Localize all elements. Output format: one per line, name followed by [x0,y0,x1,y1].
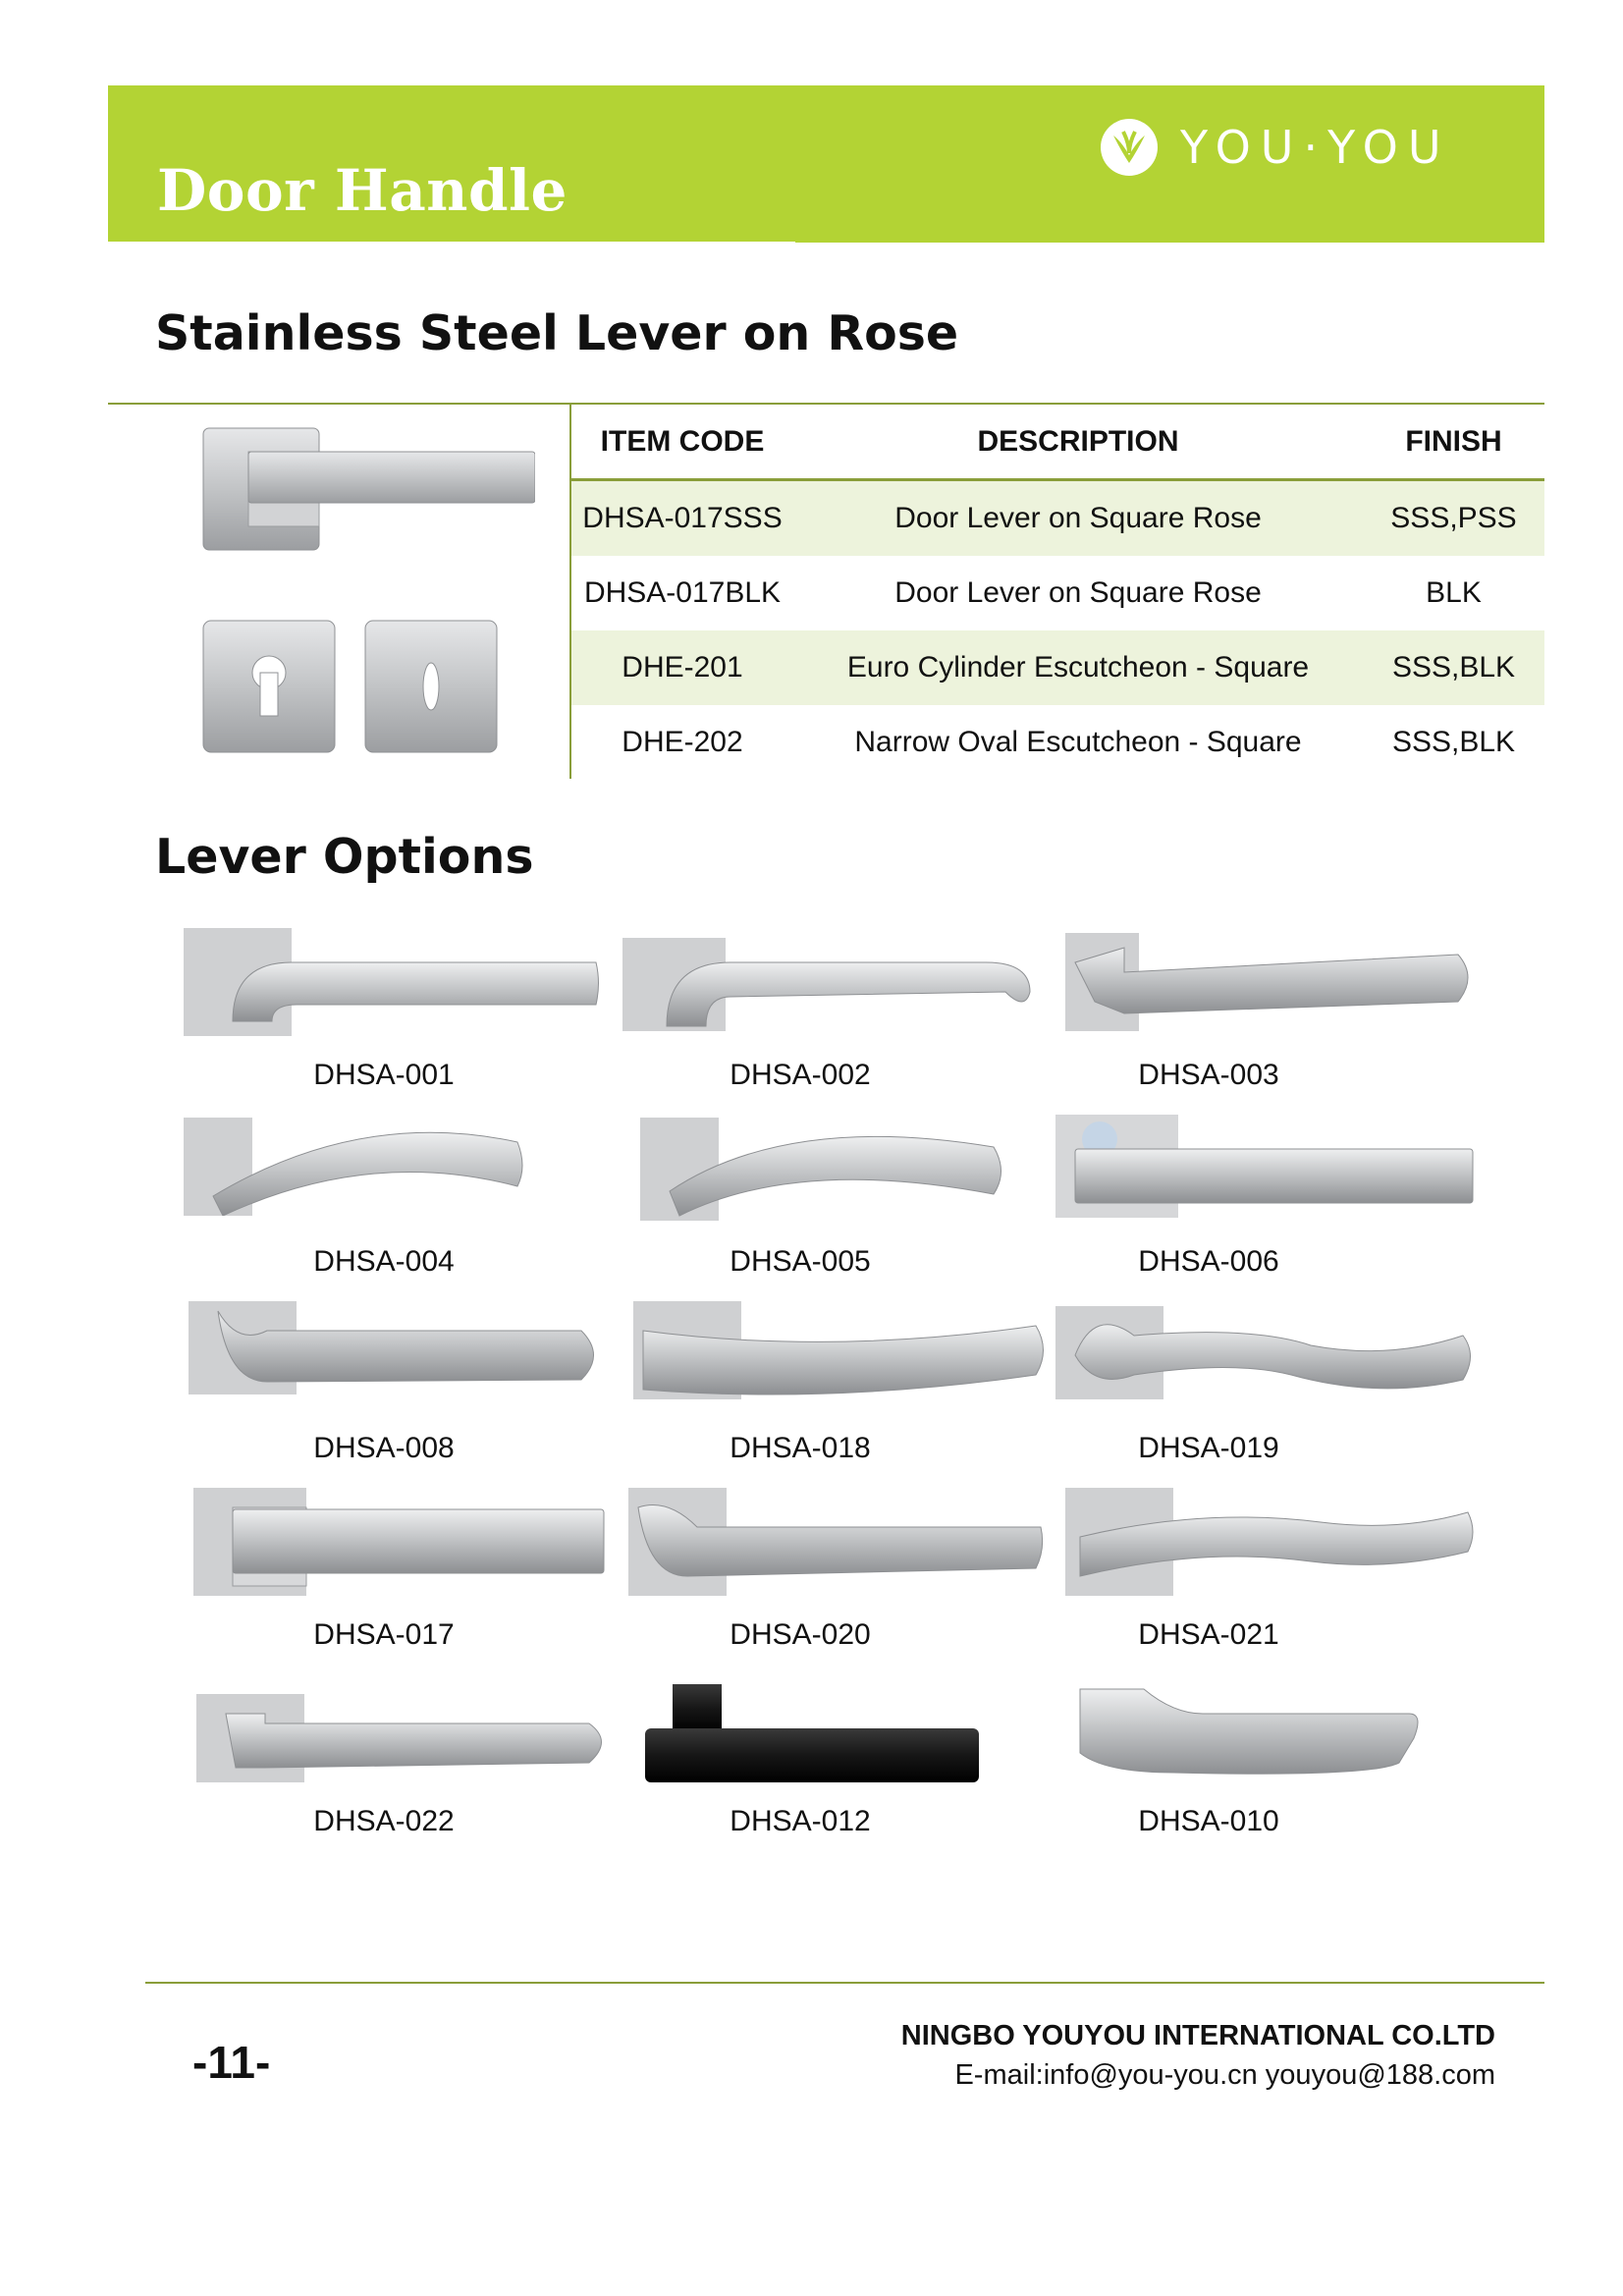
lever-label: DHSA-019 [1138,1432,1279,1464]
lever-image-dhsa-006 [1055,1115,1478,1218]
lever-image-dhsa-004 [184,1118,527,1216]
item-code-cell: DHE-202 [622,726,743,758]
table-row [571,480,1544,557]
lever-image-dhsa-008 [189,1301,606,1394]
euro-cylinder-escutcheon-image [201,619,339,756]
lever-label: DHSA-003 [1138,1059,1279,1091]
description-cell: Euro Cylinder Escutcheon - Square [793,630,1363,705]
lever-label: DHSA-017 [313,1618,455,1651]
lever-label: DHSA-004 [313,1245,455,1278]
lever-label: DHSA-018 [730,1432,871,1464]
section-title-lever-options: Lever Options [155,829,534,885]
narrow-oval-escutcheon-image [363,619,501,756]
lever-image-dhsa-001 [184,928,601,1036]
lever-label: DHSA-005 [730,1245,871,1278]
lever-image-dhsa-005 [640,1118,1013,1221]
contact-email: E-mail:info@you-you.cn youyou@188.com [954,2059,1495,2091]
column-header-description: DESCRIPTION [793,405,1363,480]
item-code-cell: DHE-201 [571,630,793,705]
lever-label: DHSA-012 [730,1805,871,1837]
lever-label: DHSA-022 [313,1805,455,1837]
footer-divider [145,1982,1544,1984]
lever-image-dhsa-010 [1075,1684,1424,1792]
description-cell: Door Lever on Square Rose [894,576,1262,609]
lever-label: DHSA-020 [730,1618,871,1651]
lever-on-square-rose-image [201,422,535,555]
table-row [571,556,1544,630]
lever-image-dhsa-012 [643,1684,982,1792]
spec-table [571,405,1544,780]
finish-cell: SSS,BLK [1363,630,1544,705]
table-row [571,630,1544,705]
lever-label: DHSA-021 [1138,1618,1279,1651]
lever-label: DHSA-002 [730,1059,871,1091]
item-code-cell: DHSA-017SSS [571,480,793,557]
lever-image-dhsa-003 [1065,933,1478,1031]
company-name: NINGBO YOUYOU INTERNATIONAL CO.LTD [900,2020,1495,2051]
lever-label: DHSA-006 [1138,1245,1279,1278]
description-cell: Narrow Oval Escutcheon - Square [854,726,1302,758]
description-cell: Door Lever on Square Rose [793,480,1363,557]
lever-image-dhsa-022 [196,1694,614,1782]
finish-cell: BLK [1426,576,1482,609]
page-heading: Door Handle [157,157,568,224]
table-row [571,705,1544,780]
lever-label: DHSA-008 [313,1432,455,1464]
lever-image-dhsa-020 [628,1488,1046,1596]
lever-label: DHSA-010 [1138,1805,1279,1837]
lever-label: DHSA-001 [313,1059,455,1091]
table-header-row [571,405,1544,480]
lever-image-dhsa-021 [1065,1488,1478,1596]
lever-image-dhsa-017 [193,1488,606,1596]
brand-logo [1100,118,1451,177]
page-number: -11- [192,2037,271,2088]
column-header-item-code: ITEM CODE [571,405,793,480]
finish-cell: SSS,BLK [1391,726,1516,758]
item-code-cell: DHSA-017BLK [583,576,782,609]
section-title-lever-on-rose: Stainless Steel Lever on Rose [155,305,959,361]
finish-cell: SSS,PSS [1363,480,1544,557]
column-header-finish: FINISH [1363,405,1544,480]
lever-image-dhsa-018 [633,1301,1046,1399]
header-underline [108,242,795,246]
logo-leaf-icon [1100,118,1159,177]
lever-image-dhsa-019 [1055,1306,1478,1399]
logo-text: YOU·YOU [1180,121,1451,174]
lever-image-dhsa-002 [622,938,1035,1031]
